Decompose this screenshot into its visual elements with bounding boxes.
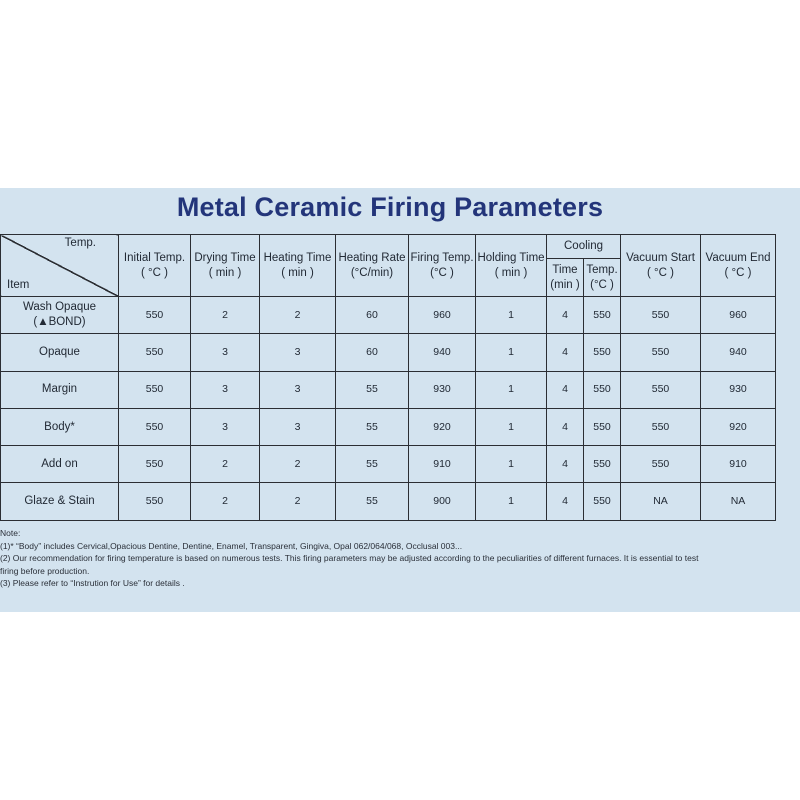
table-row — [1, 334, 776, 371]
table-cell: 55 — [336, 371, 409, 408]
table-cell: 910 — [409, 446, 476, 483]
table-cell: 550 — [584, 408, 621, 445]
table-cell: 3 — [260, 334, 336, 371]
table-cell: 1 — [476, 483, 547, 520]
header-holding-time-unit: ( min ) — [494, 266, 528, 279]
header-cooling: Cooling — [547, 235, 621, 259]
table-cell: 940 — [409, 334, 476, 371]
table-cell: 2 — [260, 483, 336, 520]
table-cell: 4 — [547, 371, 584, 408]
table-cell: 1 — [476, 371, 547, 408]
table-cell: 550 — [119, 297, 191, 334]
table-cell: 55 — [336, 446, 409, 483]
table-cell: 2 — [260, 297, 336, 334]
header-cooling-temp-label: Temp. — [586, 263, 618, 276]
corner-item-label: Item — [7, 279, 30, 291]
table-cell: 930 — [701, 371, 776, 408]
header-initial-temp-unit: ( °C ) — [141, 266, 168, 279]
table-cell: 1 — [476, 408, 547, 445]
table-body — [1, 297, 776, 521]
table-cell: 2 — [191, 483, 260, 520]
header-heating-rate — [336, 235, 409, 297]
header-vacuum-end — [701, 235, 776, 297]
table-cell: 550 — [584, 483, 621, 520]
header-drying-time-unit: ( min ) — [208, 266, 242, 279]
table-cell: NA — [621, 483, 701, 520]
firing-parameters-table-wrapper — [0, 234, 775, 520]
table-cell: 940 — [701, 334, 776, 371]
corner-header — [1, 235, 119, 297]
table-cell: 960 — [409, 297, 476, 334]
table-cell: 4 — [547, 334, 584, 371]
header-heating-rate-label: Heating Rate — [338, 251, 406, 264]
notes-heading: Note: — [0, 528, 21, 538]
header-drying-time — [191, 235, 260, 297]
table-cell: 1 — [476, 334, 547, 371]
note-2-continued: firing before production. — [0, 565, 90, 576]
table-cell: 2 — [191, 446, 260, 483]
table-cell: 920 — [701, 408, 776, 445]
table-cell: 920 — [409, 408, 476, 445]
table-cell: 550 — [119, 371, 191, 408]
row-item-label-line: Margin — [41, 383, 78, 396]
header-holding-time — [476, 235, 547, 297]
header-initial-temp-label: Initial Temp. — [123, 251, 186, 264]
header-initial-temp — [119, 235, 191, 297]
header-holding-time-label: Holding Time — [477, 251, 545, 264]
table-cell: 4 — [547, 297, 584, 334]
table-cell: 550 — [119, 446, 191, 483]
table-cell: 3 — [260, 371, 336, 408]
header-drying-time-label: Drying Time — [194, 251, 256, 264]
note-3: (3) Please refer to “Instrution for Use” for details . — [0, 578, 185, 588]
table-cell: 3 — [191, 334, 260, 371]
table-row — [1, 483, 776, 520]
table-cell: 550 — [584, 446, 621, 483]
row-item-label-line: (▲BOND) — [33, 316, 86, 329]
header-vacuum-end-unit: ( °C ) — [724, 266, 752, 279]
table-cell: 3 — [191, 408, 260, 445]
row-item-label — [1, 483, 119, 520]
row-item-label — [1, 371, 119, 408]
header-firing-temp-unit: (°C ) — [430, 266, 454, 279]
table-cell: 2 — [260, 446, 336, 483]
table-cell: NA — [701, 483, 776, 520]
table-cell: 550 — [621, 334, 701, 371]
firing-parameters-table — [0, 234, 776, 521]
header-vacuum-start-label: Vacuum Start — [626, 251, 695, 264]
header-cooling-time — [547, 259, 584, 297]
table-cell: 4 — [547, 483, 584, 520]
table-cell: 3 — [260, 408, 336, 445]
table-cell: 930 — [409, 371, 476, 408]
table-cell: 550 — [621, 371, 701, 408]
header-heating-time-unit: ( min ) — [281, 266, 314, 279]
row-item-label — [1, 446, 119, 483]
table-cell: 550 — [119, 408, 191, 445]
notes-section — [0, 527, 790, 590]
header-vacuum-start-unit: ( °C ) — [647, 266, 674, 279]
header-cooling-temp — [584, 259, 621, 297]
table-cell: 960 — [701, 297, 776, 334]
row-item-label-line: Glaze & Stain — [24, 495, 95, 508]
table-cell: 4 — [547, 408, 584, 445]
table-cell: 55 — [336, 408, 409, 445]
table-row — [1, 446, 776, 483]
header-vacuum-start — [621, 235, 701, 297]
table-row — [1, 408, 776, 445]
note-1: (1)* “Body” includes Cervical,Opacious Dentine, Dentine, Enamel, Transparent, Gingiva, Opal 062/064/068, Occlusal 003... — [0, 540, 463, 551]
header-cooling-time-unit: (min ) — [550, 278, 580, 291]
table-cell: 550 — [621, 408, 701, 445]
table-cell: 4 — [547, 446, 584, 483]
header-cooling-temp-unit: (°C ) — [590, 278, 614, 291]
row-item-label — [1, 408, 119, 445]
document-title: Metal Ceramic Firing Parameters — [176, 192, 604, 222]
header-heating-rate-unit: (°C/min) — [350, 266, 394, 279]
table-cell: 910 — [701, 446, 776, 483]
corner-temp-label: Temp. — [64, 237, 96, 249]
table-cell: 550 — [584, 371, 621, 408]
header-cooling-time-label: Time — [552, 263, 578, 276]
table-cell: 550 — [621, 446, 701, 483]
table-cell: 550 — [584, 297, 621, 334]
row-item-label-line: Opaque — [39, 345, 80, 358]
header-heating-time — [260, 235, 336, 297]
table-cell: 900 — [409, 483, 476, 520]
table-cell: 3 — [191, 371, 260, 408]
table-cell: 550 — [119, 483, 191, 520]
table-cell: 60 — [336, 297, 409, 334]
header-heating-time-label: Heating Time — [263, 251, 332, 264]
table-cell: 2 — [191, 297, 260, 334]
table-cell: 1 — [476, 446, 547, 483]
row-item-label-line: Wash Opaque — [22, 301, 97, 314]
table-cell: 550 — [119, 334, 191, 371]
header-firing-temp — [409, 235, 476, 297]
table-cell: 550 — [584, 334, 621, 371]
row-item-label-line: Add on — [41, 457, 78, 470]
header-firing-temp-label: Firing Temp. — [410, 251, 474, 264]
table-row — [1, 371, 776, 408]
header-vacuum-end-label: Vacuum End — [705, 251, 771, 264]
table-cell: 55 — [336, 483, 409, 520]
row-item-label — [1, 334, 119, 371]
note-2: (2) Our recommendation for firing temperature is based on numerous tests. This firing parameters may be adjusted according to the peculiarities of different furnaces. It is essential to test — [0, 553, 699, 563]
table-cell: 60 — [336, 334, 409, 371]
table-cell: 550 — [621, 297, 701, 334]
table-row — [1, 297, 776, 334]
table-cell: 1 — [476, 297, 547, 334]
row-item-label — [1, 297, 119, 334]
row-item-label-line: Body* — [44, 420, 75, 433]
